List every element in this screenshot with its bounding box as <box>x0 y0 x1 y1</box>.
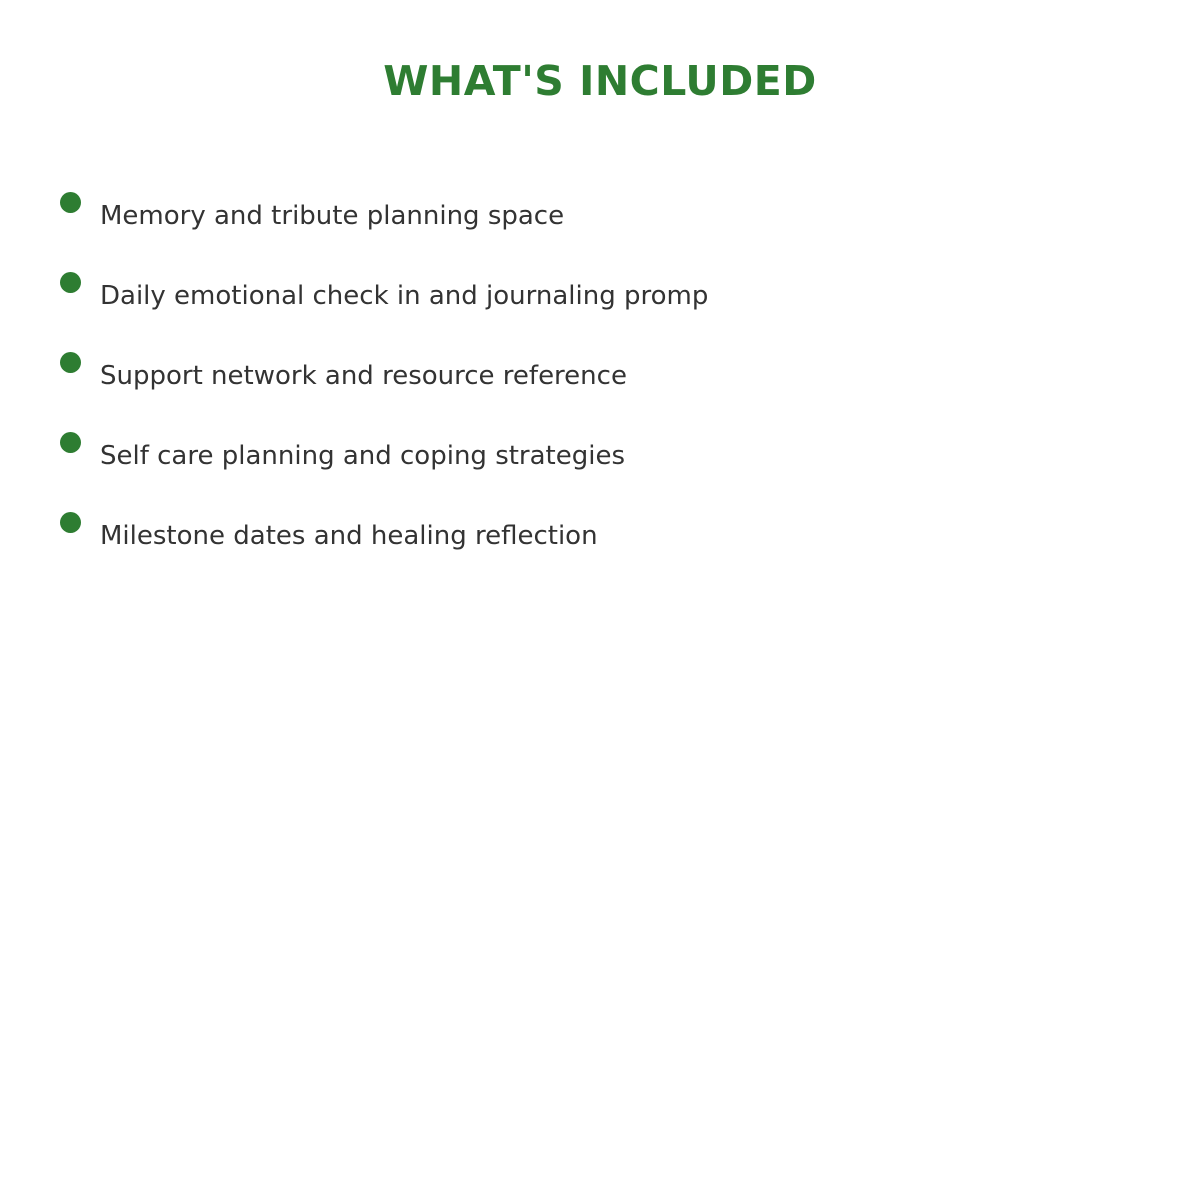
feature-label: Milestone dates and healing reflection <box>100 521 598 551</box>
bullet-dot-icon <box>60 512 81 533</box>
list-item <box>0 352 1100 412</box>
feature-label: Daily emotional check in and journaling promp <box>100 281 709 311</box>
bullet-dot-icon <box>60 272 81 293</box>
bullet-dot-icon <box>60 352 81 373</box>
feature-label: Support network and resource reference <box>100 361 627 391</box>
page-title: WHAT'S INCLUDED <box>383 57 817 105</box>
feature-label: Memory and tribute planning space <box>100 201 565 231</box>
feature-label: Self care planning and coping strategies <box>100 441 626 471</box>
list-item <box>0 432 1100 492</box>
list-item <box>0 272 1100 332</box>
bullet-dot-icon <box>60 192 81 213</box>
list-item <box>0 512 1100 572</box>
list-item <box>0 192 1100 252</box>
bullet-dot-icon <box>60 432 81 453</box>
